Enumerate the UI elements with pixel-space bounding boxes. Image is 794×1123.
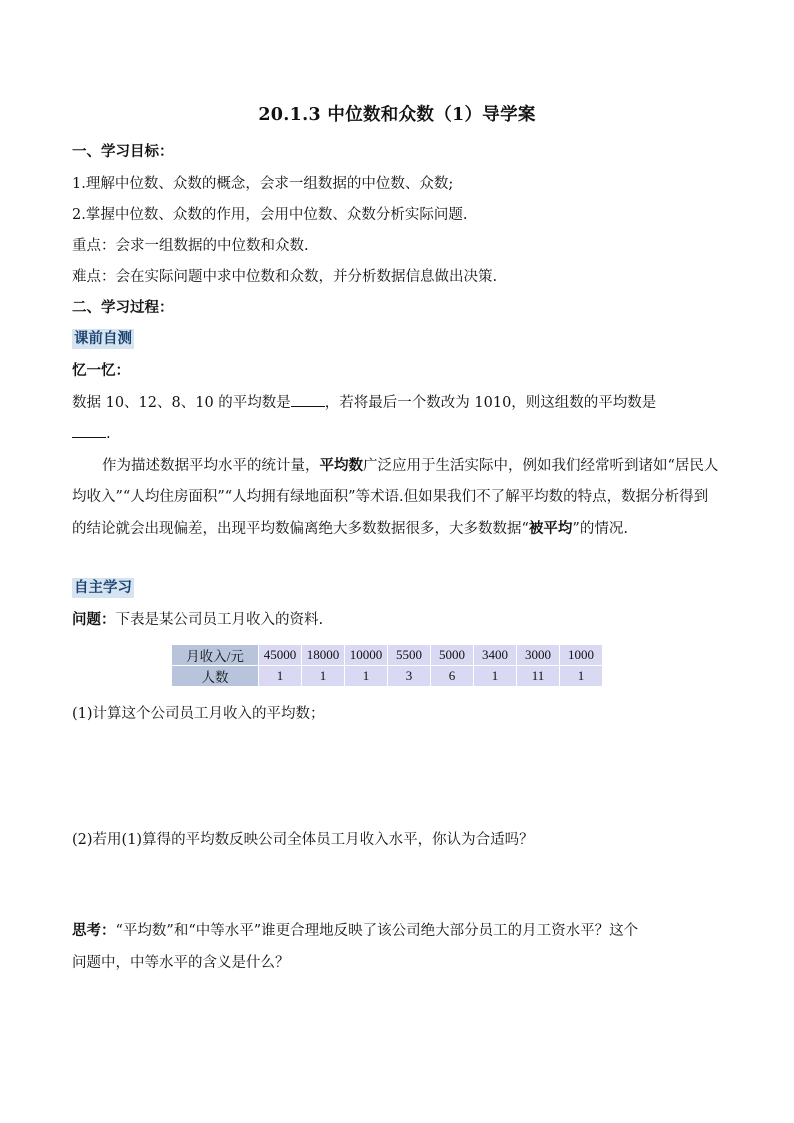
think-line-1: [72, 921, 638, 941]
think-line-2: 问题中，中等水平的含义是什么？: [72, 955, 290, 971]
problem-label: 问题：: [72, 611, 116, 628]
count-cell: 1: [345, 666, 388, 687]
recall-question-end: [72, 423, 111, 444]
key-point: 重点：会求一组数据的中位数和众数.: [72, 238, 309, 254]
intro-bold-average: 平均数: [319, 457, 363, 474]
difficulty-point: 难点：会在实际问题中求中位数和众数，并分析数据信息做出决策.: [72, 269, 498, 285]
count-cell: 1: [259, 666, 302, 687]
recall-question-period: .: [106, 426, 111, 442]
recall-question-part1: 数据 10、12、8、10 的平均数是: [72, 395, 291, 411]
income-table: [171, 644, 603, 687]
count-cell: 1: [302, 666, 345, 687]
count-row-header: 人数: [172, 666, 259, 687]
count-cell: 3: [388, 666, 431, 687]
problem-text: 下表是某公司员工月收入的资料.: [115, 612, 324, 628]
recall-question-part2: ，若将最后一个数改为 1010，则这组数的平均数是: [324, 395, 657, 411]
pretest-section: [72, 329, 134, 349]
income-cell: 18000: [302, 645, 345, 666]
question-1: (1)计算这个公司员工月收入的平均数；: [72, 706, 325, 722]
income-cell: 5500: [388, 645, 431, 666]
self-study-tag: 自主学习: [74, 579, 132, 596]
count-cell: 1: [474, 666, 517, 687]
process-heading: 二、学习过程：: [72, 299, 174, 316]
think-text-1: “平均数”和“中等水平”谁更合理地反映了该公司绝大部分员工的月工资水平？这个: [115, 923, 639, 939]
answer-blank-1[interactable]: [291, 392, 325, 407]
income-cell: 10000: [345, 645, 388, 666]
question-2: (2)若用(1)算得的平均数反映公司全体员工月收入水平，你认为合适吗？: [72, 832, 534, 848]
income-cell: 5000: [431, 645, 474, 666]
income-cell: 1000: [560, 645, 603, 666]
income-cell: 3000: [517, 645, 560, 666]
count-cell: 1: [560, 666, 603, 687]
intro-paragraph: [72, 450, 722, 545]
think-label: 思考：: [72, 922, 116, 939]
answer-blank-2[interactable]: [72, 423, 106, 438]
problem-statement: [72, 610, 323, 630]
page-title: 20.1.3 中位数和众数（1）导学案: [258, 105, 536, 125]
intro-text-3: ”的情况.: [572, 521, 628, 537]
income-cell: 45000: [259, 645, 302, 666]
income-cell: 3400: [474, 645, 517, 666]
count-cell: 6: [431, 666, 474, 687]
goal-item-2: 2.掌握中位数、众数的作用，会用中位数、众数分析实际问题.: [72, 207, 468, 223]
income-row: [172, 645, 603, 666]
count-row: [172, 666, 603, 687]
count-cell: 11: [517, 666, 560, 687]
recall-heading: 忆一忆：: [72, 362, 130, 379]
goal-item-1: 1.理解中位数、众数的概念，会求一组数据的中位数、众数;: [72, 176, 454, 192]
intro-bold-averaged: 被平均: [528, 520, 573, 537]
recall-question: [72, 392, 656, 413]
pretest-tag: 课前自测: [74, 330, 132, 347]
intro-text-2: 广泛应用于生活实际中，例如我们经常听到诸如“居民人均收入”“人均住房面积”“人均拥有绿地面积”等术语.但如果我们不了解平均数的特点，数据分析得到的结论就会出现偏差，出现平均数偏离绝大多数数据很多，大多数数据“: [72, 458, 719, 537]
intro-text-1: 作为描述数据平均水平的统计量，: [102, 458, 320, 474]
goals-heading: 一、学习目标：: [72, 143, 174, 160]
income-row-header: 月收入/元: [172, 645, 259, 666]
self-study-section: [72, 578, 134, 598]
